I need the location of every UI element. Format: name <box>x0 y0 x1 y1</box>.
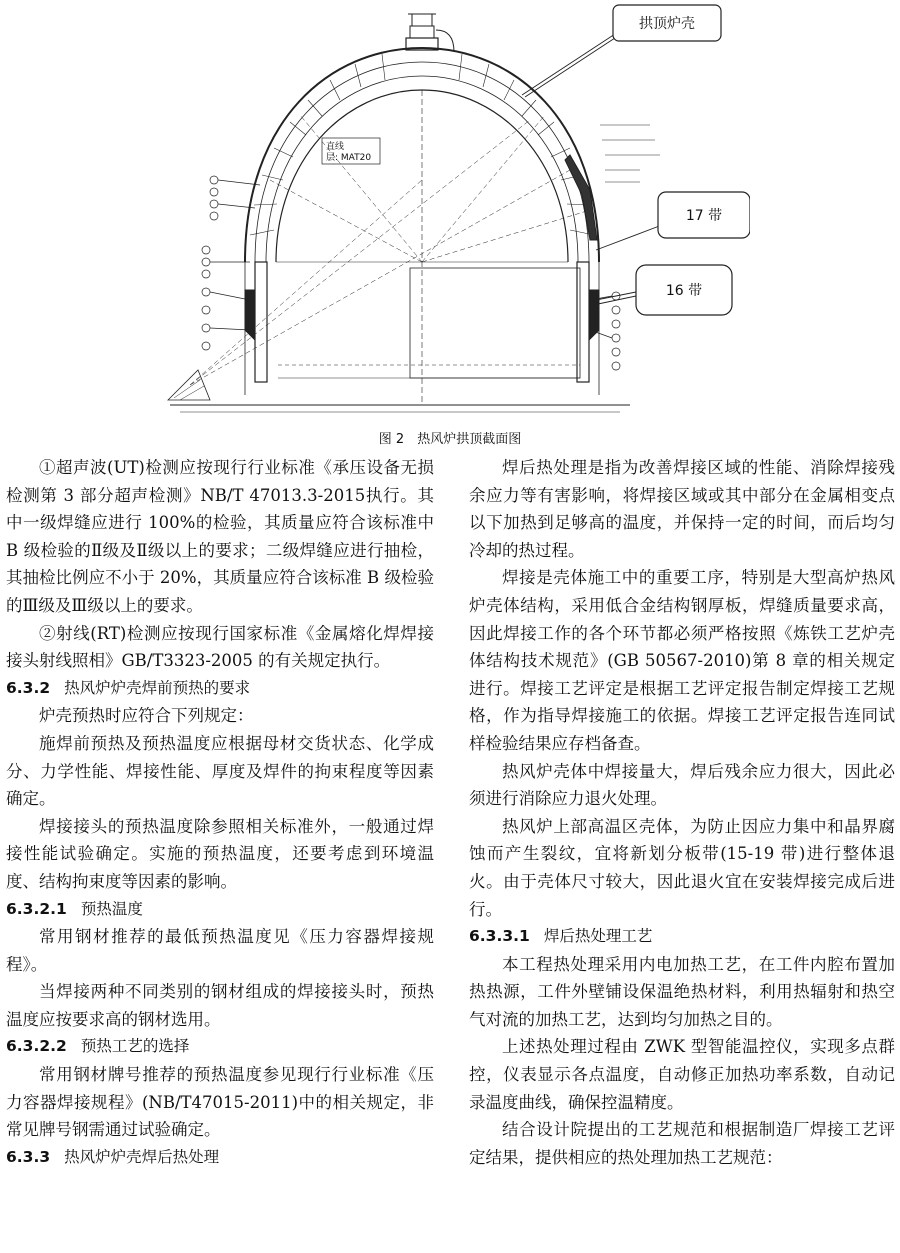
dome-cross-section-figure <box>150 0 750 425</box>
section-number: 6.3.2 <box>6 678 51 697</box>
paragraph: 炉壳预热时应符合下列规定： <box>39 706 254 726</box>
section-heading <box>6 1033 434 1061</box>
section-title: 热风炉炉壳焊后热处理 <box>64 1147 220 1166</box>
section-number: 6.3.3.1 <box>469 927 530 946</box>
section-title: 焊后热处理工艺 <box>543 927 653 946</box>
paragraph: 上述热处理过程由 ZWK 型智能温控仪，实现多点群控，仪表显示各点温度，自动修正加热功率系数，自动记录温度曲线，确保控温精度。 <box>469 1037 895 1112</box>
section-title: 热风炉炉壳焊前预热的要求 <box>64 678 251 697</box>
label-inner-line: 直线 <box>326 142 345 152</box>
paragraph: 施焊前预热及预热温度应根据母材交货状态、化学成分、力学性能、焊接性能、厚度及焊件的拘束程度等因素确定。 <box>6 733 434 809</box>
paragraph: 常用钢材推荐的最低预热温度见《压力容器焊接规程》。 <box>6 927 434 974</box>
label-dome-shell: 拱顶炉壳 <box>639 16 695 32</box>
right-column <box>469 454 895 1171</box>
section-heading <box>6 896 434 924</box>
left-column <box>6 454 434 1171</box>
label-band-17: 17 带 <box>685 208 723 224</box>
section-title: 预热工艺的选择 <box>80 1037 190 1056</box>
paragraph: 焊后热处理是指为改善焊接区域的性能、消除焊接残余应力等有害影响，将焊接区域或其中部分在金属相变点以下加热到足够高的温度，并保持一定的时间，而后均匀冷却的热过程。 <box>469 458 895 560</box>
section-number: 6.3.2.1 <box>6 899 67 918</box>
paragraph: 热风炉上部高温区壳体，为防止因应力集中和晶界腐蚀而产生裂纹，宜将新划分板带(15-19 带)进行整体退火。由于壳体尺寸较大，因此退火宜在安装焊接完成后进行。 <box>469 816 895 919</box>
paragraph: 焊接接头的预热温度除参照相关标准外，一般通过焊接性能试验确定。实施的预热温度，还要考虑到环境温度、结构拘束度等因素的影响。 <box>6 816 434 891</box>
paragraph: 结合设计院提出的工艺规范和根据制造厂焊接工艺评定结果，提供相应的热处理加热工艺规范： <box>469 1120 895 1167</box>
section-title: 预热温度 <box>80 899 143 918</box>
paragraph: ②射线(RT)检测应按现行国家标准《金属熔化焊焊接接头射线照相》GB/T3323-2005 的有关规定执行。 <box>6 623 434 671</box>
paragraph: 常用钢材牌号推荐的预热温度参见现行行业标准《压力容器焊接规程》(NB/T47015-2011)中的相关规定，非常见牌号钢需通过试验确定。 <box>6 1065 434 1140</box>
section-number: 6.3.2.2 <box>6 1037 67 1056</box>
section-heading <box>6 675 434 703</box>
label-inner-layer: 层: MAT20 <box>326 153 372 163</box>
paragraph: 焊接是壳体施工中的重要工序，特别是大型高炉热风炉壳体结构，采用低合金结构钢厚板，焊缝质量要求高，因此焊接工作的各个环节都必须严格按照《炼铁工艺炉壳体结构技术规范》(GB 50567-2010)第 8 章的相关规定进行。焊接工艺评定是根据工艺评定报告制定焊接工艺规格，作为指导焊接施工的依据。焊接工艺评定报告连同试样检验结果应存档备查。 <box>469 568 895 753</box>
section-heading <box>469 923 895 951</box>
section-number: 6.3.3 <box>6 1147 51 1166</box>
paragraph: ①超声波(UT)检测应按现行行业标准《承压设备无损检测第 3 部分超声检测》NB/T 47013.3-2015执行。其中一级焊缝应进行 100%的检验，其质量应符合该标准中 B 级检验的Ⅱ级及Ⅱ级以上的要求；二级焊缝应进行抽检，其抽检比例应不小于 20%，其质量应符合该标准 B 级检验的Ⅲ级及Ⅲ级以上的要求。 <box>6 458 434 615</box>
paragraph: 热风炉壳体中焊接量大，焊后残余应力很大，因此必须进行消除应力退火处理。 <box>469 761 895 809</box>
paragraph: 当焊接两种不同类别的钢材组成的焊接接头时，预热温度应按要求高的钢材选用。 <box>6 982 434 1029</box>
paragraph: 本工程热处理采用内电加热工艺，在工件内腔布置加热热源，工件外壁铺设保温绝热材料，利用热辐射和热空气对流的加热工艺，达到均匀加热之目的。 <box>469 954 895 1029</box>
label-band-16: 16 带 <box>665 283 703 299</box>
figure-caption: 图 2 热风炉拱顶截面图 <box>378 432 522 447</box>
section-heading <box>6 1144 434 1172</box>
